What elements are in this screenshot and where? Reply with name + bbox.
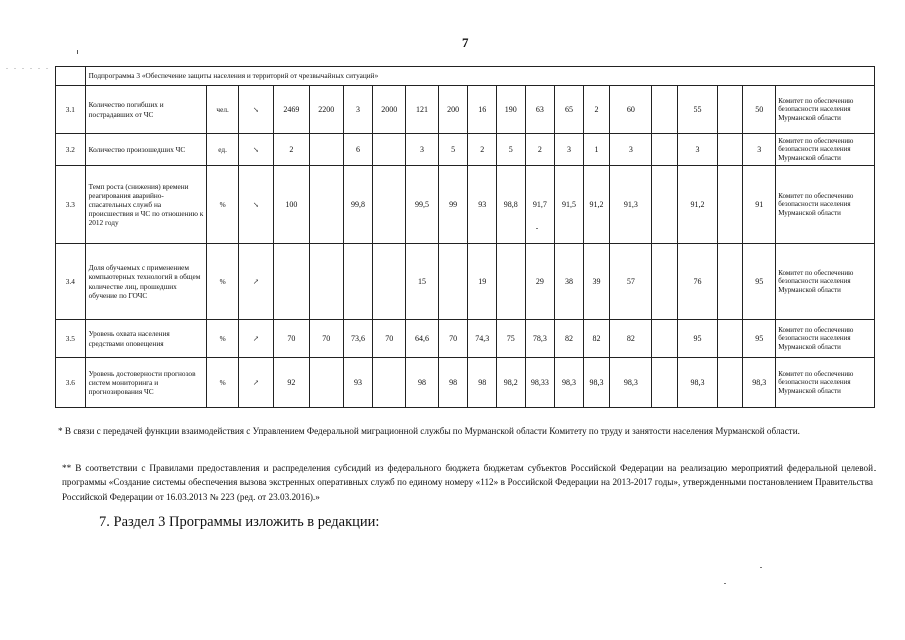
unit-cell: %: [207, 166, 239, 244]
value-cell: 75: [497, 320, 526, 358]
value-cell: 98,8: [497, 166, 526, 244]
value-cell: 190: [497, 86, 526, 134]
row-number: 3.5: [56, 320, 86, 358]
value-cell: 99: [438, 166, 468, 244]
value-cell: 3: [343, 86, 373, 134]
indicator-name: Уровень охвата населения средствами оповещения: [85, 320, 207, 358]
value-cell: [652, 358, 677, 408]
row-number: 3.3: [56, 166, 86, 244]
value-cell: 98,3: [743, 358, 776, 408]
value-cell: 91,3: [610, 166, 652, 244]
value-cell: [309, 166, 343, 244]
row-number: 3.1: [56, 86, 86, 134]
unit-cell: %: [207, 358, 239, 408]
value-cell: 91: [743, 166, 776, 244]
value-cell: 98,33: [525, 358, 555, 408]
table-row: [56, 358, 875, 408]
table-row: [56, 86, 875, 134]
value-cell: [309, 358, 343, 408]
responsible-cell: Комитет по обеспечению безопасности населения Мурманской области: [776, 166, 875, 244]
value-cell: 29: [525, 244, 555, 320]
value-cell: 93: [343, 358, 373, 408]
value-cell: 70: [273, 320, 309, 358]
value-cell: 99,5: [406, 166, 439, 244]
unit-cell: чел.: [207, 86, 239, 134]
responsible-cell: Комитет по обеспечению безопасности населения Мурманской области: [776, 358, 875, 408]
value-cell: 98,2: [497, 358, 526, 408]
table-row: [56, 134, 875, 166]
subprogram-title: Подпрограмма 3 «Обеспечение защиты населения и территорий от чрезвычайных ситуаций»: [85, 67, 874, 86]
value-cell: 98,3: [610, 358, 652, 408]
value-cell: 74,3: [468, 320, 497, 358]
value-cell: 39: [583, 244, 609, 320]
responsible-cell: Комитет по обеспечению безопасности населения Мурманской области: [776, 244, 875, 320]
scan-speck: [724, 583, 726, 584]
value-cell: 16: [468, 86, 497, 134]
value-cell: 91,2: [583, 166, 609, 244]
value-cell: [652, 166, 677, 244]
value-cell: [438, 244, 468, 320]
row-number: 3.4: [56, 244, 86, 320]
footnote-1: * В связи с передачей функции взаимодействия с Управлением Федеральной миграционной службы по Мурманской области Комитету по труду и занятости населения Мурманской области.: [58, 426, 800, 436]
responsible-cell: Комитет по обеспечению безопасности населения Мурманской области: [776, 134, 875, 166]
value-cell: 5: [497, 134, 526, 166]
value-cell: [718, 358, 743, 408]
value-cell: 121: [406, 86, 439, 134]
value-cell: 91,7: [525, 166, 555, 244]
value-cell: 60: [610, 86, 652, 134]
row-number: 3.6: [56, 358, 86, 408]
margin-tick: [77, 50, 78, 54]
value-cell: 57: [610, 244, 652, 320]
value-cell: 5: [438, 134, 468, 166]
value-cell: 2469: [273, 86, 309, 134]
value-cell: 98,3: [677, 358, 717, 408]
value-cell: 2: [468, 134, 497, 166]
value-cell: 91,2: [677, 166, 717, 244]
section-heading: 7. Раздел 3 Программы изложить в редакции:: [99, 514, 380, 530]
scan-speck: [760, 567, 762, 568]
value-cell: 82: [583, 320, 609, 358]
value-cell: [718, 86, 743, 134]
value-cell: 95: [743, 244, 776, 320]
value-cell: 95: [677, 320, 717, 358]
value-cell: 100: [273, 166, 309, 244]
value-cell: 82: [610, 320, 652, 358]
value-cell: [373, 166, 406, 244]
value-cell: 3: [743, 134, 776, 166]
value-cell: 50: [743, 86, 776, 134]
indicators-table: [55, 66, 875, 408]
trend-arrow-icon: ↘: [238, 166, 273, 244]
value-cell: 70: [373, 320, 406, 358]
value-cell: [497, 244, 526, 320]
value-cell: 76: [677, 244, 717, 320]
value-cell: 1: [583, 134, 609, 166]
responsible-cell: Комитет по обеспечению безопасности населения Мурманской области: [776, 86, 875, 134]
value-cell: 55: [677, 86, 717, 134]
value-cell: [373, 244, 406, 320]
scan-speck: [874, 470, 876, 471]
trend-arrow-icon: ↗: [238, 358, 273, 408]
subprogram-row: [56, 67, 875, 86]
indicator-name: Доля обучаемых с применением компьютерных технологий в общем количестве лиц, прошедших обучение по ГОЧС: [85, 244, 207, 320]
trend-arrow-icon: ↗: [238, 244, 273, 320]
value-cell: [718, 134, 743, 166]
value-cell: 98: [468, 358, 497, 408]
value-cell: 92: [273, 358, 309, 408]
value-cell: 70: [309, 320, 343, 358]
value-cell: 3: [677, 134, 717, 166]
value-cell: 98: [406, 358, 439, 408]
value-cell: [273, 244, 309, 320]
table-row: [56, 320, 875, 358]
value-cell: 65: [555, 86, 584, 134]
trend-arrow-icon: ↘: [238, 134, 273, 166]
value-cell: [718, 244, 743, 320]
value-cell: 93: [468, 166, 497, 244]
indicator-name: Количество погибших и пострадавших от ЧС: [85, 86, 207, 134]
value-cell: 6: [343, 134, 373, 166]
footnote-2: ** В соответствии с Правилами предоставления и распределения субсидий из федерального бюджета бюджетам субъектов Российской Федерации на реализацию мероприятий федеральной целевой программы «Создание системы обеспечения вызова экстренных оперативных служб по единому номеру «112» в Российской Федерации на 2013-2017 годы», утвержденными постановлением Правительства Российской Федерации от 16.03.2013 № 223 (ред. от 23.03.2016).»: [62, 463, 873, 502]
value-cell: [652, 86, 677, 134]
table-row: [56, 244, 875, 320]
value-cell: 2: [273, 134, 309, 166]
table-row: [56, 166, 875, 244]
value-cell: [309, 244, 343, 320]
unit-cell: %: [207, 320, 239, 358]
indicator-name: Темп роста (снижения) времени реагирования аварийно-спасательных служб на происшествия и ЧС по отношению к 2012 году: [85, 166, 207, 244]
value-cell: 2: [583, 86, 609, 134]
unit-cell: ед.: [207, 134, 239, 166]
value-cell: 70: [438, 320, 468, 358]
value-cell: 95: [743, 320, 776, 358]
value-cell: 3: [555, 134, 584, 166]
value-cell: 82: [555, 320, 584, 358]
value-cell: 2: [525, 134, 555, 166]
value-cell: 15: [406, 244, 439, 320]
value-cell: 98: [438, 358, 468, 408]
table-cell: [56, 67, 86, 86]
value-cell: 98,3: [555, 358, 584, 408]
value-cell: 200: [438, 86, 468, 134]
value-cell: [652, 244, 677, 320]
value-cell: [652, 134, 677, 166]
value-cell: 3: [406, 134, 439, 166]
value-cell: 63: [525, 86, 555, 134]
value-cell: 91,5: [555, 166, 584, 244]
value-cell: [718, 320, 743, 358]
value-cell: 78,3: [525, 320, 555, 358]
value-cell: [309, 134, 343, 166]
responsible-cell: Комитет по обеспечению безопасности населения Мурманской области: [776, 320, 875, 358]
value-cell: [343, 244, 373, 320]
unit-cell: %: [207, 244, 239, 320]
scan-speck: [536, 228, 538, 229]
trend-arrow-icon: ↘: [238, 86, 273, 134]
value-cell: [373, 134, 406, 166]
value-cell: 19: [468, 244, 497, 320]
value-cell: 2200: [309, 86, 343, 134]
margin-dots: . . . . . .: [6, 62, 50, 71]
value-cell: 73,6: [343, 320, 373, 358]
page-number: 7: [462, 35, 469, 50]
trend-arrow-icon: ↗: [238, 320, 273, 358]
value-cell: [652, 320, 677, 358]
indicator-name: Количество произошедших ЧС: [85, 134, 207, 166]
value-cell: [718, 166, 743, 244]
value-cell: 3: [610, 134, 652, 166]
value-cell: [373, 358, 406, 408]
value-cell: 2000: [373, 86, 406, 134]
value-cell: 64,6: [406, 320, 439, 358]
row-number: 3.2: [56, 134, 86, 166]
value-cell: 98,3: [583, 358, 609, 408]
value-cell: 38: [555, 244, 584, 320]
value-cell: 99,8: [343, 166, 373, 244]
indicator-name: Уровень достоверности прогнозов систем мониторинга и прогнозирования ЧС: [85, 358, 207, 408]
